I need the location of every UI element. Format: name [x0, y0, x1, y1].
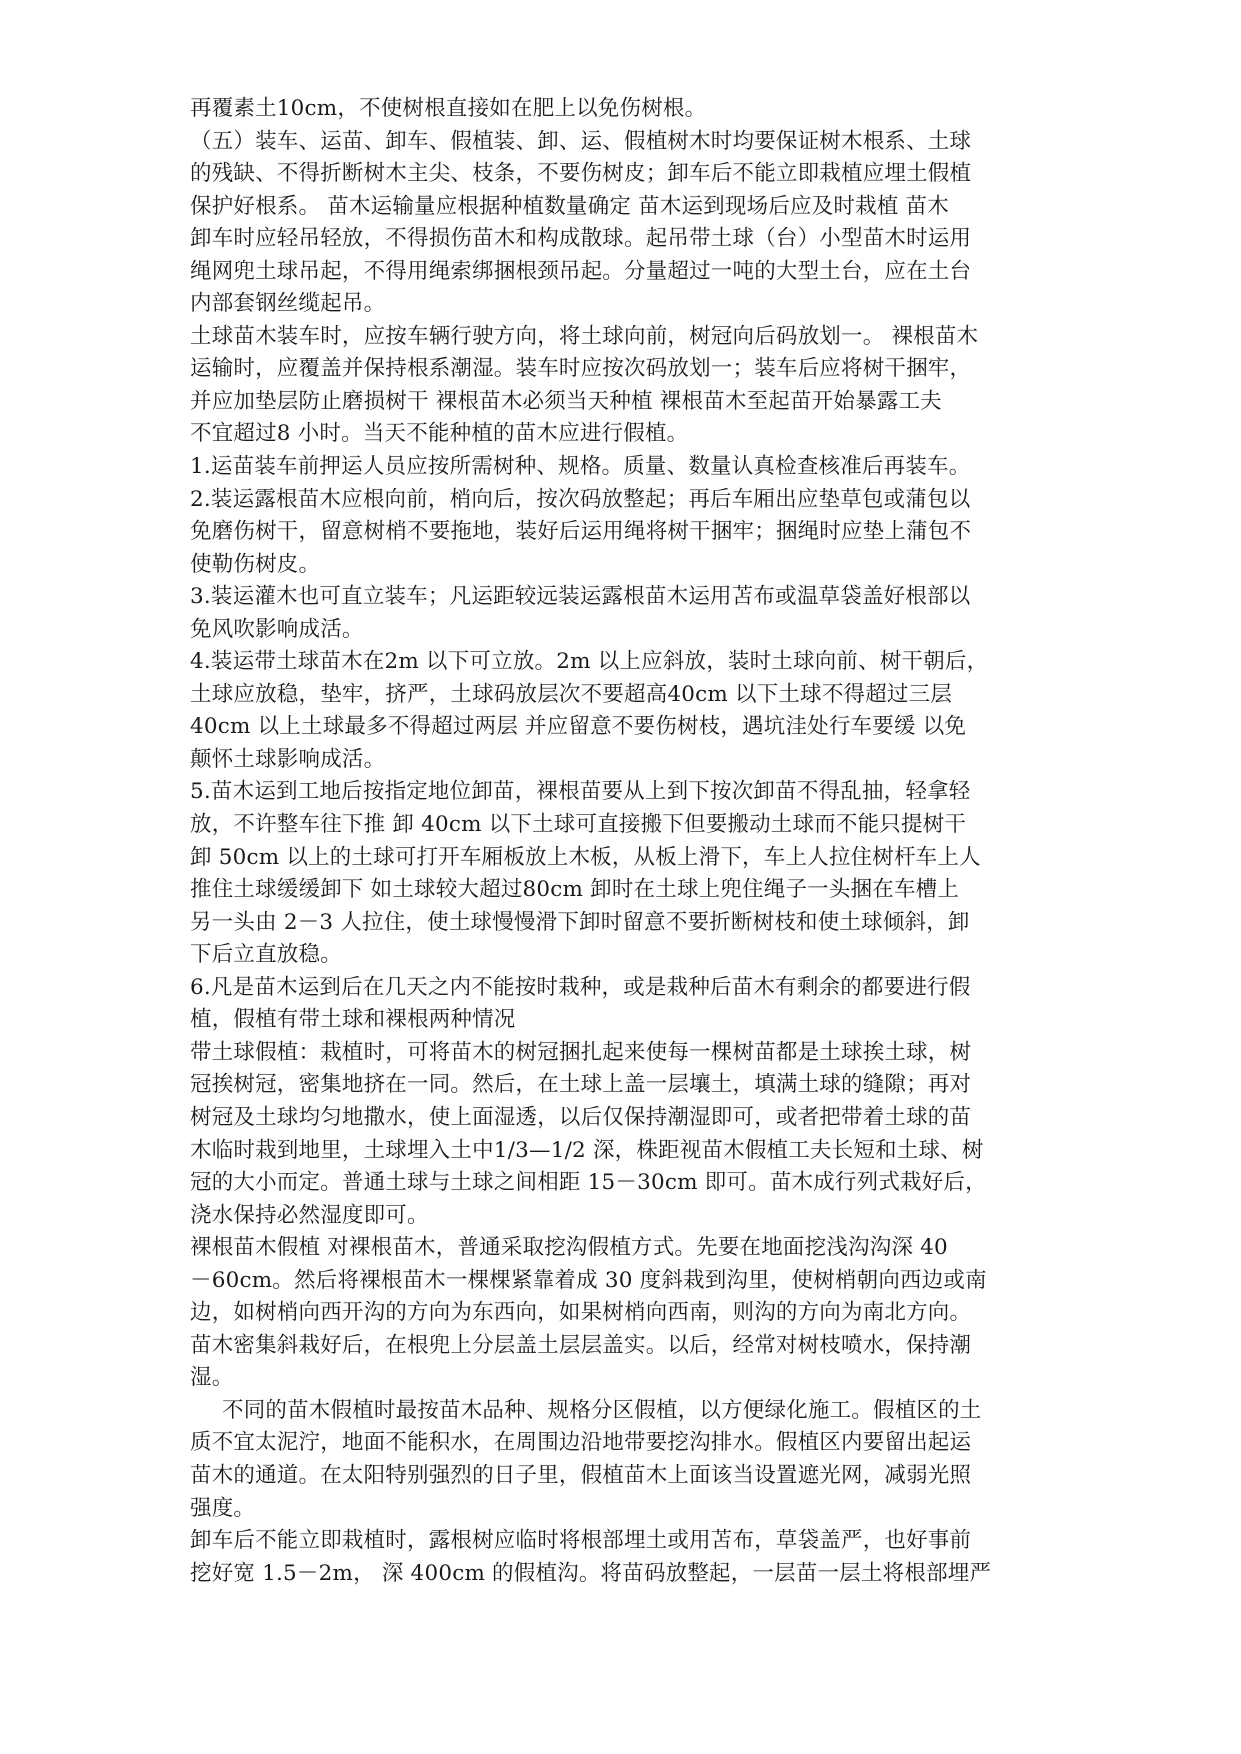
text-line: 木临时栽到地里，土球埋入土中1/3—1/2 深，株距视苗木假植工夫长短和土球、树	[190, 1137, 984, 1163]
text-line: 运输时，应覆盖并保持根系潮湿。装车时应按次码放划一；装车后应将树干捆牢，	[190, 356, 972, 382]
text-line: 40cm 以上土球最多不得超过两层 并应留意不要伤树枝，遇坑洼处行车要缓 以免	[190, 714, 967, 740]
text-line: 的残缺、不得折断树木主尖、枝条，不要伤树皮；卸车后不能立即栽植应埋土假植	[190, 161, 972, 187]
text-line: 另一头由 2－3 人拉住，使土球慢慢滑下卸时留意不要折断树枝和使土球倾斜，卸	[190, 909, 970, 935]
text-line: 冠的大小而定。普通土球与土球之间相距 15－30cm 即可。苗木成行列式栽好后，	[190, 1170, 987, 1196]
text-line: 土球苗木装车时，应按车辆行驶方向，将土球向前，树冠向后码放划一。 裸根苗木	[190, 323, 979, 349]
text-line: 冠挨树冠，密集地挤在一同。然后，在土球上盖一层壤土，填满土球的缝隙；再对	[190, 1072, 972, 1098]
text-line: 5.苗木运到工地后按指定地位卸苗，裸根苗要从上到下按次卸苗不得乱抽，轻拿轻	[190, 779, 971, 805]
text-line: 卸车后不能立即栽植时，露根树应临时将根部埋土或用苫布，草袋盖严，也好事前	[190, 1528, 972, 1554]
text-line: 苗木密集斜栽好后，在根兜上分层盖土层层盖实。以后，经常对树枝喷水，保持潮	[190, 1332, 972, 1358]
text-line: 并应加垫层防止磨损树干 裸根苗木必须当天种植 裸根苗木至起苗开始暴露工夫	[190, 388, 942, 414]
text-line: 不同的苗木假植时最按苗木品种、规格分区假植，以方便绿化施工。假植区的土	[222, 1397, 982, 1423]
text-line: 植，假植有带土球和裸根两种情况	[190, 1007, 516, 1033]
text-line: 边，如树梢向西开沟的方向为东西向，如果树梢向西南，则沟的方向为南北方向。	[190, 1300, 972, 1326]
text-line: 2.装运露根苗木应根向前，梢向后，按次码放整起；再后车厢出应垫草包或蒲包以	[190, 486, 971, 512]
text-line: 免磨伤树干，留意树梢不要拖地，装好后运用绳将树干捆牢；捆绳时应垫上蒲包不	[190, 519, 972, 545]
text-line: 裸根苗木假植 对裸根苗木，普通采取挖沟假植方式。先要在地面挖浅沟沟深 40	[190, 1235, 948, 1261]
text-line: 再覆素土10cm，不使树根直接如在肥上以免伤树根。	[190, 96, 707, 121]
text-line: 6.凡是苗木运到后在几天之内不能按时栽种，或是栽种后苗木有剩余的都要进行假	[190, 974, 971, 1000]
text-line: 卸车时应轻吊轻放，不得损伤苗木和构成散球。起吊带土球（台）小型苗木时运用	[190, 226, 972, 252]
text-line: 湿。	[190, 1365, 234, 1391]
text-line: 强度。	[190, 1495, 256, 1521]
text-line: 3.装运灌木也可直立装车；凡运距较远装运露根苗木运用苫布或温草袋盖好根部以	[190, 584, 971, 610]
text-line: 推住土球缓缓卸下 如土球较大超过80cm 卸时在土球上兜住绳子一头捆在车槽上	[190, 877, 960, 903]
text-line: 不宜超过8 小时。当天不能种植的苗木应进行假植。	[190, 421, 689, 447]
text-line: 苗木的通道。在太阳特别强烈的日子里，假植苗木上面该当设置遮光网，减弱光照	[190, 1462, 972, 1488]
text-line: 免风吹影响成活。	[190, 616, 364, 642]
text-line: 浇水保持必然湿度即可。	[190, 1202, 429, 1228]
document-body	[190, 93, 1080, 1590]
text-line: 下后立直放稳。	[190, 942, 342, 968]
text-line: （五）装车、运苗、卸车、假植装、卸、运、假植树木时均要保证树木根系、土球	[190, 128, 972, 154]
text-line: －60cm。然后将裸根苗木一棵棵紧靠着成 30 度斜栽到沟里，使树梢朝向西边或南	[190, 1267, 987, 1293]
text-line: 带土球假植：栽植时，可将苗木的树冠捆扎起来使每一棵树苗都是土球挨土球，树	[190, 1039, 972, 1065]
text-line: 挖好宽 1.5－2m， 深 400cm 的假植沟。将苗码放整起，一层苗一层土将根部埋严	[190, 1560, 992, 1586]
text-line: 树冠及土球均匀地撒水，使上面湿透，以后仅保持潮湿即可，或者把带着土球的苗	[190, 1104, 972, 1130]
text-line: 1.运苗装车前押运人员应按所需树种、规格。质量、数量认真检查核准后再装车。	[190, 454, 971, 480]
text-line: 颠怀土球影响成活。	[190, 746, 386, 772]
text-line: 土球应放稳，垫牢，挤严，土球码放层次不要超高40cm 以下土球不得超过三层	[190, 681, 953, 707]
text-line: 使勒伤树皮。	[190, 551, 321, 577]
text-line: 质不宜太泥泞，地面不能积水，在周围边沿地带要挖沟排水。假植区内要留出起运	[190, 1430, 972, 1456]
text-line: 放，不许整车往下推 卸 40cm 以下土球可直接搬下但要搬动土球而不能只提树干	[190, 812, 967, 838]
text-line: 绳网兜土球吊起，不得用绳索绑捆根颈吊起。分量超过一吨的大型土台，应在土台	[190, 258, 972, 284]
text-line: 保护好根系。 苗木运输量应根据种植数量确定 苗木运到现场后应及时栽植 苗木	[190, 193, 949, 219]
text-line: 4.装运带土球苗木在2m 以下可立放。2m 以上应斜放，装时土球向前、树干朝后，	[190, 649, 989, 675]
text-line: 卸 50cm 以上的土球可打开车厢板放上木板，从板上滑下，车上人拉住树杆车上人	[190, 844, 981, 870]
text-line: 内部套钢丝缆起吊。	[190, 291, 386, 317]
